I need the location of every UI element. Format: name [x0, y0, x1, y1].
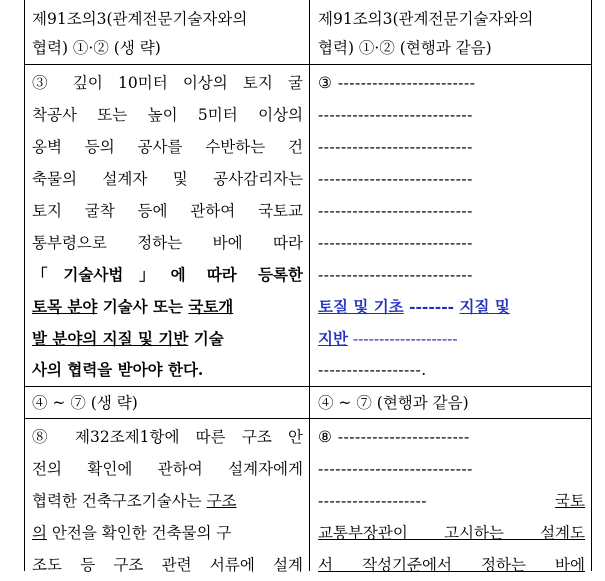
current-law-column: [24, 0, 309, 574]
right-para3-line: ③ ------------------------: [318, 74, 476, 92]
left-header-line: 제91조의3(관계전문기술자와의: [32, 10, 248, 28]
table-right-border: [591, 0, 592, 571]
amended-text: 국토: [555, 492, 585, 510]
left-para3-line: 통부령으로 정하는 바에 따라: [32, 234, 303, 252]
left-para3-line: 사의 협력을 받아야 한다.: [32, 360, 204, 379]
right-header-line: 협력) ①·② (현행과 같음): [318, 39, 492, 57]
left-para8-line: 의 안전을 확인한 건축물의 구: [32, 524, 232, 542]
right-header-line: 제91조의3(관계전문기술자와의: [318, 10, 534, 28]
amended-text: 교통부장관이 고시하는 설계도: [318, 524, 585, 542]
left-para8-line: 협력한 건축구조기술사는 구조: [32, 492, 237, 510]
left-para3-line: 축물의 설계자 및 공사감리자는: [32, 170, 303, 188]
amended-text: 지반: [318, 329, 348, 348]
amended-text: 의: [32, 524, 47, 542]
amended-text: 토목 분야: [32, 297, 98, 316]
right-para8-line: ------------------- 국토: [318, 485, 585, 517]
amended-text: 국토개: [188, 297, 234, 316]
left-para8-line: 전의 확인에 관하여 설계자에게: [32, 460, 303, 478]
left-para4: ④ ~ ⑦ (생 략): [32, 394, 138, 412]
amended-text: 서 작성기준에서 정하는 바에: [318, 556, 585, 574]
right-para3-line: 토질 및 기초 ------- 지질 및: [318, 297, 510, 316]
left-para3-line: 발 분야의 지질 및 기반 기술: [32, 329, 224, 348]
left-para3-line: 토목 분야 기술사 또는 국토개: [32, 297, 234, 316]
left-para3-line: 토지 굴착 등에 관하여 국토교: [32, 202, 303, 220]
left-para8-line: 조도 등 구조 관련 서류에 설계: [32, 556, 303, 574]
right-para3-line: ---------------------------: [318, 106, 473, 124]
left-header-line: 협력) ①·② (생 략): [32, 39, 161, 57]
right-para3-line: ---------------------------: [318, 202, 473, 220]
right-para3-line: ---------------------------: [318, 138, 473, 156]
right-para8-line: ---------------------------: [318, 460, 473, 478]
amendment-column: [310, 0, 591, 574]
amended-text: 토질 및 기초: [318, 297, 404, 316]
right-para3-line: 지반 --------------------: [318, 329, 458, 348]
right-para4: ④ ~ ⑦ (현행과 같음): [318, 394, 469, 412]
right-para3-line: ---------------------------: [318, 234, 473, 252]
left-para8-line: ⑧ 제32조제1항에 따른 구조 안: [32, 428, 303, 446]
amended-text: 지질 및: [459, 297, 510, 316]
left-para3-line: 착공사 또는 높이 5미터 이상의: [32, 106, 303, 124]
right-para3-line: ---------------------------: [318, 266, 473, 284]
right-para8-line: ⑧ -----------------------: [318, 428, 470, 446]
amended-text: 구조: [206, 492, 237, 510]
amended-text: 발 분야의 지질 및 기반: [32, 329, 189, 348]
left-para3-line: ③ 깊이 10미터 이상의 토지 굴: [32, 74, 303, 92]
right-para3-line: ---------------------------: [318, 170, 473, 188]
right-para3-line: ------------------.: [318, 361, 427, 379]
comparison-table: [24, 0, 592, 574]
left-para3-line: 「기술사법」에 따라 등록한: [32, 265, 303, 284]
left-para3-line: 옹벽 등의 공사를 수반하는 건: [32, 138, 303, 156]
